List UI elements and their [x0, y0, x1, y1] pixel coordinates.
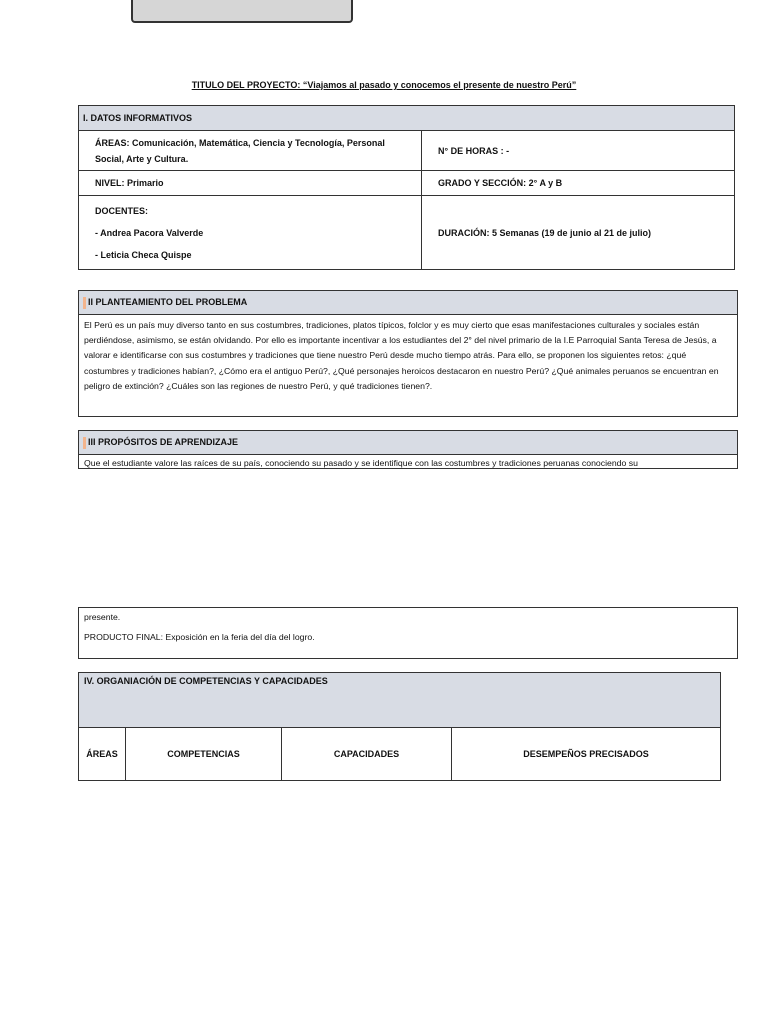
- docentes-cell: [79, 196, 422, 270]
- problema-roman: II: [88, 297, 94, 307]
- column-header-capacidades: CAPACIDADES: [282, 728, 452, 781]
- header-box: [131, 0, 353, 23]
- problema-section: [78, 290, 738, 417]
- highlight-mark: [83, 437, 86, 449]
- propositos-roman: III: [88, 437, 96, 447]
- competencias-heading: IV. ORGANIACIÓN DE COMPETENCIAS Y CAPACIDADES: [79, 673, 721, 728]
- propositos-heading: [79, 431, 737, 455]
- highlight-mark: [83, 297, 86, 309]
- propositos-title: PROPÓSITOS DE APRENDIZAJE: [98, 437, 239, 447]
- propositos-section: [78, 430, 738, 469]
- grado-cell: GRADO Y SECCIÓN: 2° A y B: [422, 171, 735, 196]
- horas-cell: N° DE HORAS : -: [422, 131, 735, 171]
- problema-title: PLANTEAMIENTO DEL PROBLEMA: [95, 297, 248, 307]
- column-header-areas: ÁREAS: [79, 728, 126, 781]
- column-header-desempenos: DESEMPEÑOS PRECISADOS: [452, 728, 721, 781]
- column-header-competencias: COMPETENCIAS: [126, 728, 282, 781]
- propositos-text-cont: presente.: [84, 612, 121, 622]
- competencias-table: [78, 672, 721, 781]
- docente-item: - Andrea Pacora Valverde: [95, 227, 204, 238]
- datos-heading: I. DATOS INFORMATIVOS: [79, 106, 735, 131]
- docente-item: - Leticia Checa Quispe: [95, 249, 192, 260]
- propositos-continuation: [78, 607, 738, 659]
- datos-informativos-table: [78, 105, 735, 270]
- problema-text: El Perú es un país muy diverso tanto en sus costumbres, tradiciones, platos típicos, folclor y es muy cierto que esas manifestaciones culturales y sociales están perdiéndose, asimismo, se están olvidando. Por ello es importante incentivar a los estudiantes del 2° del nivel primario de la I.E Parroquial Santa Teresa de Jesús, a valorar e identificarse con sus costumbres y tradiciones que tiene nuestro Perú desde mucho tiempo atrás. Para ello, se proponen los siguientes retos: ¿qué costumbres y tradiciones habían?, ¿Cómo era el antiguo Perú?, ¿Qué personajes heroicos destacaron en nuestro Perú? ¿Qué animales peruanos se encuentran en peligro de extinción? ¿Cuáles son las regiones de nuestro Perú, y qué tradiciones tienen?.: [84, 320, 719, 391]
- propositos-text-line1: Que el estudiante valore las raíces de su país, conociendo su pasado y se identifique con las costumbres y tradiciones peruanas conociendo su: [84, 458, 638, 468]
- producto-final: PRODUCTO FINAL: Exposición en la feria del día del logro.: [84, 632, 315, 643]
- document-title: TITULO DEL PROYECTO: “Viajamos al pasado y conocemos el presente de nuestro Perú”: [191, 80, 577, 90]
- duracion-cell: DURACIÓN: 5 Semanas (19 de junio al 21 de julio): [422, 196, 735, 270]
- problema-heading: [79, 291, 737, 315]
- areas-cell: ÁREAS: Comunicación, Matemática, Ciencia y Tecnología, Personal Social, Arte y Cultura.: [79, 131, 422, 171]
- nivel-cell: NIVEL: Primario: [79, 171, 422, 196]
- docentes-label: DOCENTES:: [95, 205, 149, 216]
